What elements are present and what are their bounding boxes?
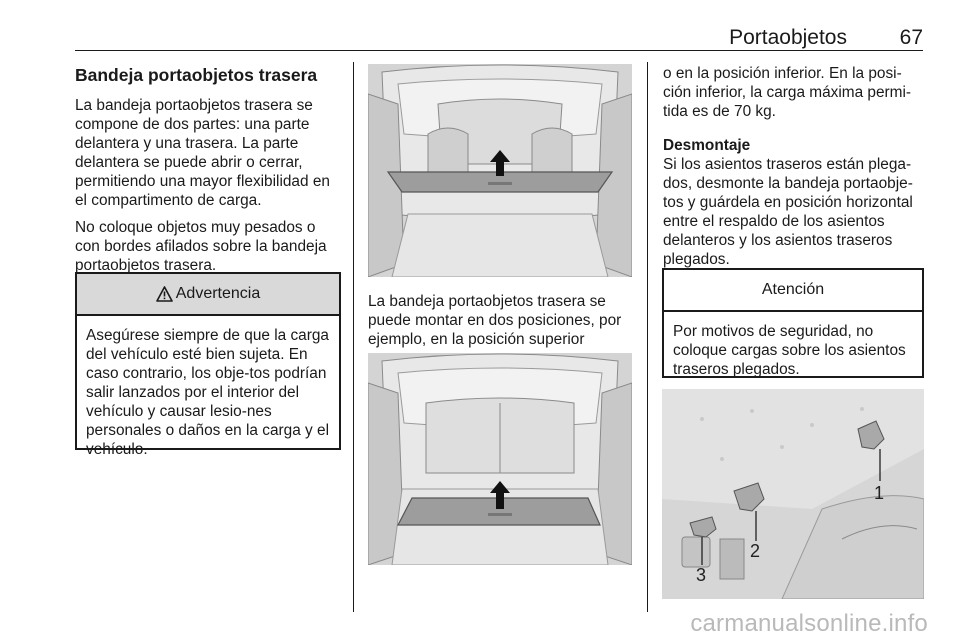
column-divider-2 (647, 62, 648, 612)
warning-triangle-icon (156, 286, 173, 302)
continuation-paragraph: o en la posición inferior. En la posi-ción inferior, la carga máxima permi-tida es de 70 kg. (663, 65, 912, 120)
page-title: Portaobjetos (729, 26, 847, 49)
page-header (75, 26, 923, 48)
callout-label-2: 2 (750, 541, 761, 561)
warning-box (75, 272, 341, 458)
warning-text: Asegúrese siempre de que la carga del vehículo esté bien sujeta. En caso contrario, los obje-tos podrían salir lanzados por el interior del vehículo y causar lesio-nes personales o daños en la carga y el vehículo. (86, 327, 329, 458)
cargo-shelf-lower-illustration (368, 353, 632, 565)
removal-paragraph: Si los asientos traseros están plega-dos, desmonte la bandeja portaobje-tos y guárdela en posición horizontal entre el respaldo de los asientos delanteros y los asientos traseros plegados. (663, 156, 913, 268)
section-title: Bandeja portaobjetos trasera (75, 65, 318, 85)
callout-label-3: 3 (696, 565, 707, 585)
warning-header (77, 274, 339, 316)
intro-paragraph: La bandeja portaobjetos trasera se compone de dos partes: una parte delantera y una trasera. La parte delantera se puede abrir o cerrar, permitiendo una mayor flexibilidad en el compartimento de carga. (75, 97, 330, 209)
callout-label-1: 1 (874, 483, 885, 503)
warning-title: Advertencia (175, 285, 261, 302)
left-column (75, 64, 341, 275)
notice-title: Atención (761, 281, 825, 298)
right-column (663, 64, 925, 269)
column-divider-1 (353, 62, 354, 612)
notice-box (662, 268, 924, 378)
middle-caption-block (368, 292, 634, 349)
caution-paragraph: No coloque objetos muy pesados o con bordes afilados sobre la bandeja portaobjetos trasera. (75, 219, 327, 274)
notice-text: Por motivos de seguridad, no coloque cargas sobre los asientos traseros plegados. (673, 323, 906, 378)
removal-subheading: Desmontaje (663, 137, 751, 154)
watermark: carmanualsonline.info (690, 610, 928, 637)
cargo-hooks-illustration (662, 389, 924, 599)
figure-caption: La bandeja portaobjetos trasera se puede montar en dos posiciones, por ejemplo, en la posición superior (368, 293, 622, 348)
cargo-shelf-upper-illustration (368, 64, 632, 277)
header-divider (75, 50, 923, 51)
notice-header (664, 270, 922, 312)
page-number: 67 (899, 26, 923, 49)
